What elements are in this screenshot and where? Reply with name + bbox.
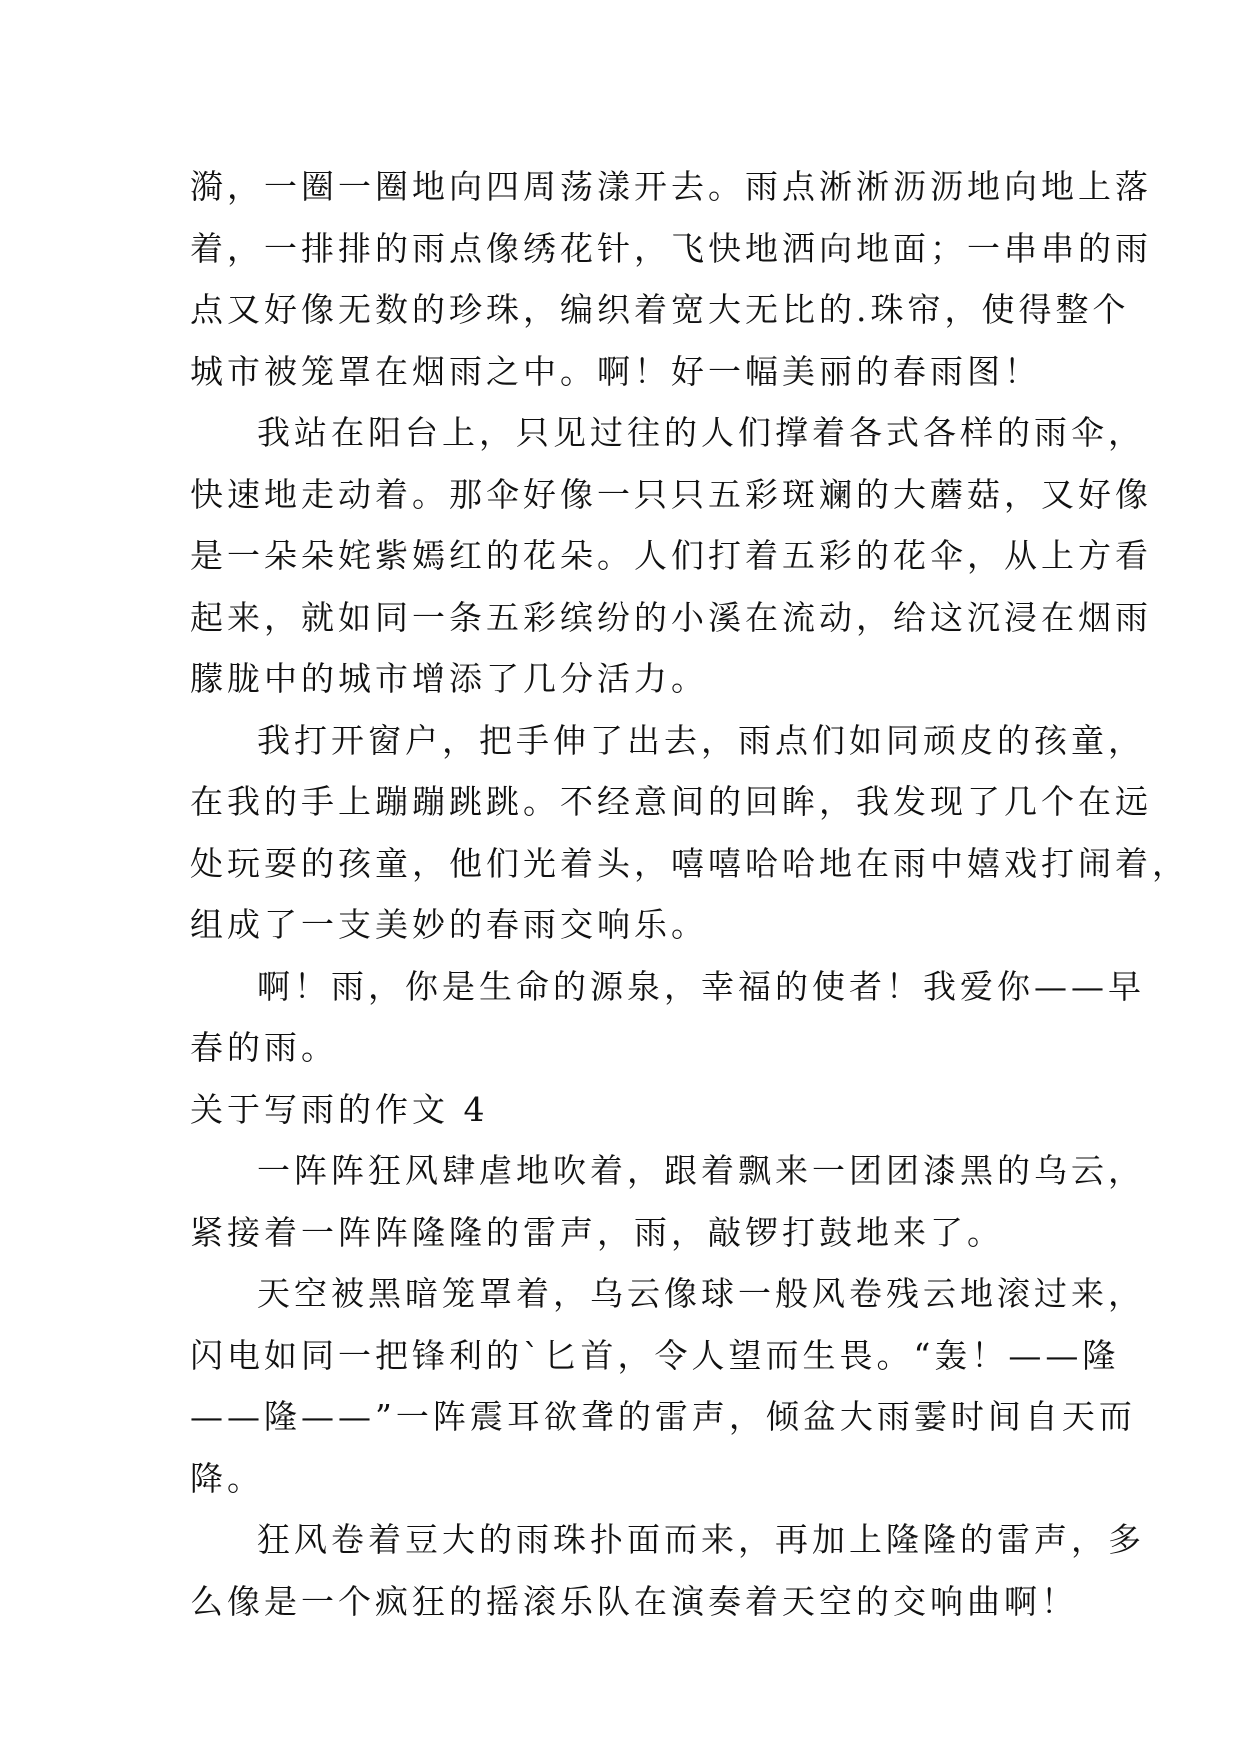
section-heading: 关于写雨的作文 4 — [190, 1089, 489, 1129]
text-line: 城市被笼罩在烟雨之中。啊！好一幅美丽的春雨图！ — [190, 351, 1041, 391]
paragraph-first-line: 天空被黑暗笼罩着，乌云像球一般风卷残云地滚过来， — [257, 1274, 1145, 1313]
text-line: 朦胧中的城市增添了几分活力。 — [190, 659, 708, 698]
paragraph-first-line: 啊！雨，你是生命的源泉，幸福的使者！我爱你——早 — [257, 966, 1145, 1006]
text-line: 处玩耍的孩童，他们光着头，嘻嘻哈哈地在雨中嬉戏打闹着， — [190, 843, 1189, 883]
text-line: 起来，就如同一条五彩缤纷的小溪在流动，给这沉浸在烟雨 — [190, 597, 1152, 637]
paragraph-first-line: 我打开窗户，把手伸了出去，雨点们如同顽皮的孩童， — [257, 720, 1145, 760]
text-line: 降。 — [190, 1458, 264, 1498]
paragraph-first-line: 一阵阵狂风肆虐地吹着，跟着飘来一团团漆黑的乌云， — [257, 1151, 1145, 1190]
paragraph-first-line: 我站在阳台上，只见过往的人们撑着各式各样的雨伞， — [257, 413, 1145, 452]
text-line: 漪，一圈一圈地向四周荡漾开去。雨点淅淅沥沥地向地上落 — [190, 167, 1152, 206]
paragraph-first-line: 狂风卷着豆大的雨珠扑面而来，再加上隆隆的雷声，多 — [257, 1520, 1145, 1559]
text-line: ——隆——”一阵震耳欲聋的雷声，倾盆大雨霎时间自天而 — [190, 1397, 1136, 1436]
text-line: 春的雨。 — [190, 1028, 338, 1067]
text-line: 是一朵朵姹紫嫣红的花朵。人们打着五彩的花伞，从上方看 — [190, 536, 1152, 575]
text-line: 在我的手上蹦蹦跳跳。不经意间的回眸，我发现了几个在远 — [190, 782, 1152, 821]
text-line: 点又好像无数的珍珠，编织着宽大无比的.珠帘，使得整个 — [190, 290, 1130, 329]
text-line: 快速地走动着。那伞好像一只只五彩斑斓的大蘑菇，又好像 — [190, 474, 1152, 514]
text-line: 闪电如同一把锋利的`匕首，令人望而生畏。“轰！——隆 — [190, 1335, 1120, 1375]
document-page — [190, 156, 1189, 1632]
text-line: 组成了一支美妙的春雨交响乐。 — [190, 905, 708, 944]
text-line: 么像是一个疯狂的摇滚乐队在演奏着天空的交响曲啊！ — [190, 1581, 1078, 1621]
text-line: 着，一排排的雨点像绣花针，飞快地洒向地面；一串串的雨 — [190, 228, 1152, 268]
text-line: 紧接着一阵阵隆隆的雷声，雨，敲锣打鼓地来了。 — [190, 1212, 1004, 1252]
